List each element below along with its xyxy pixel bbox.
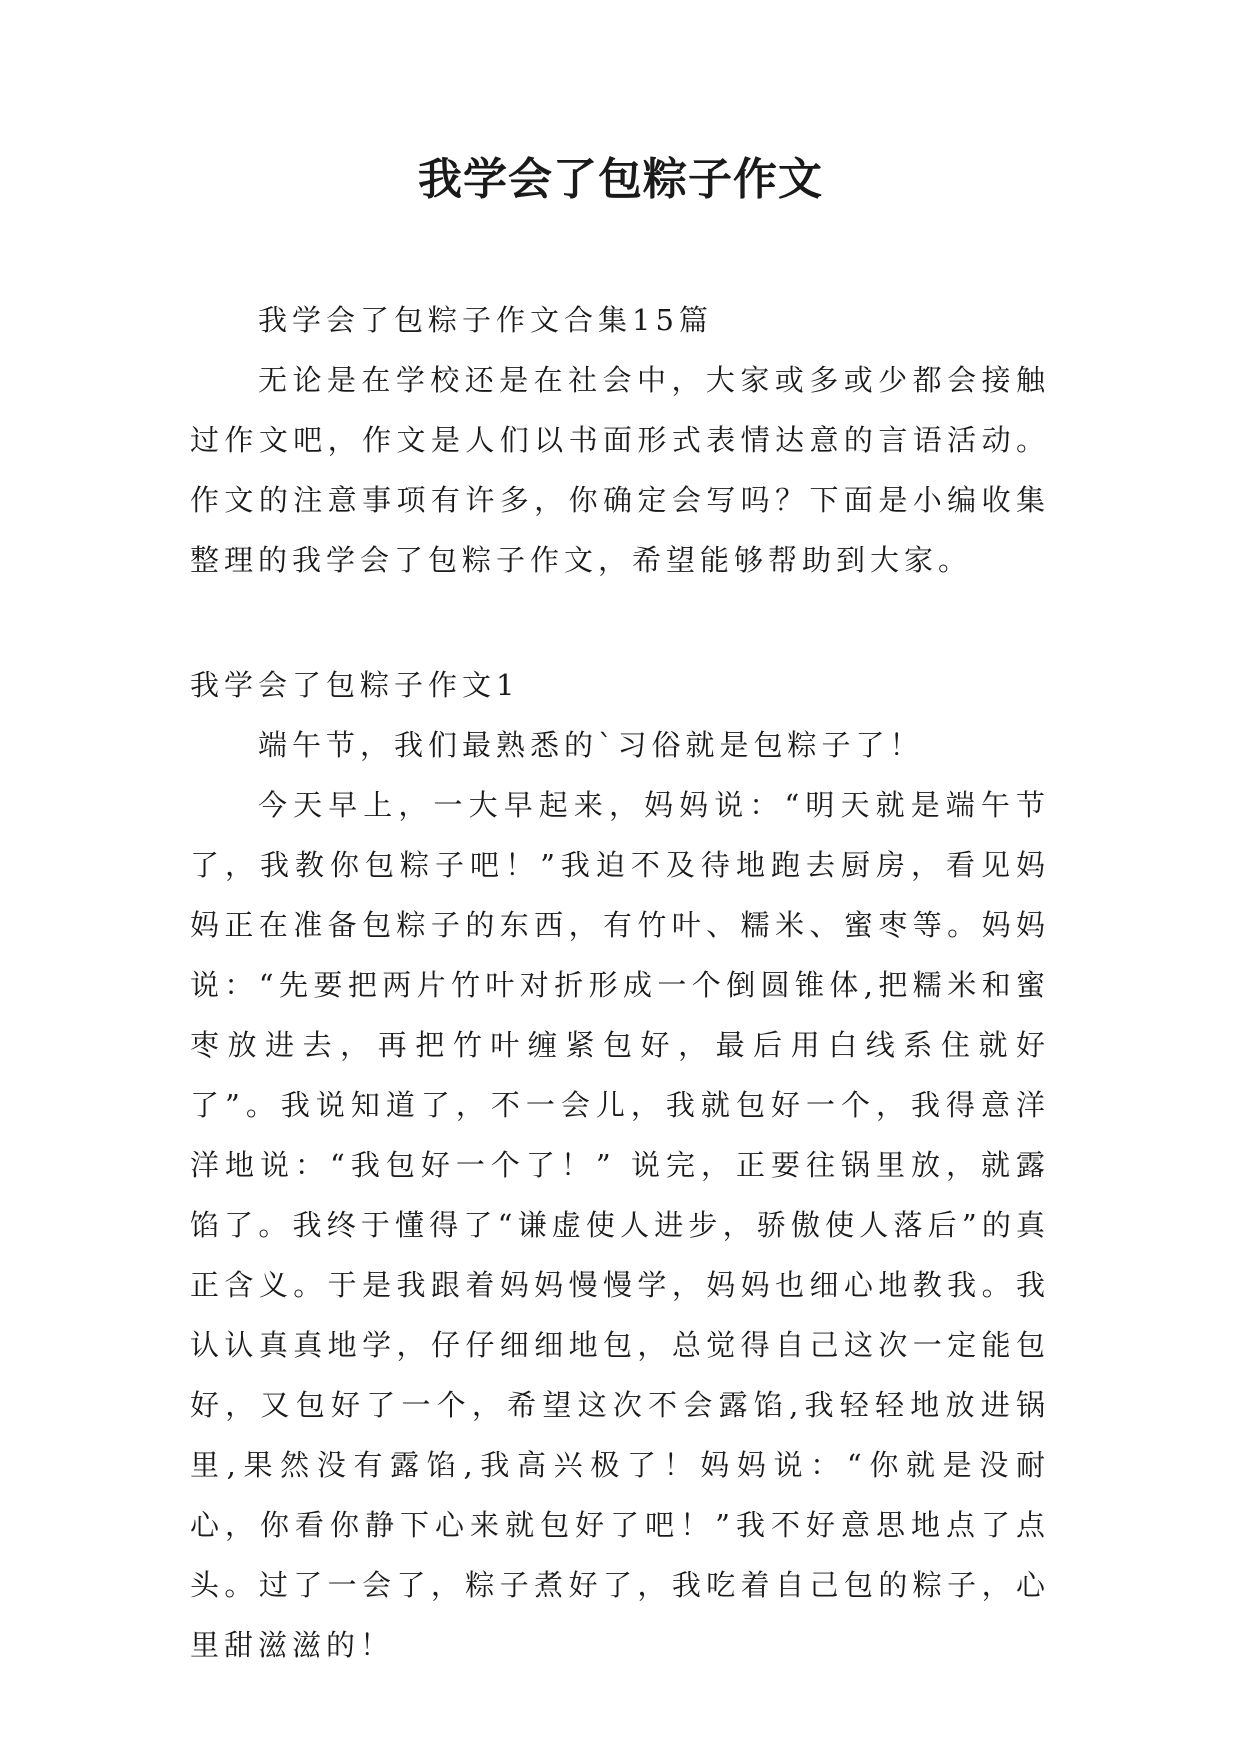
intro-paragraph: 无论是在学校还是在社会中，大家或多或少都会接触过作文吧，作文是人们以书面形式表情达意的言语活动。作文的注意事项有许多，你确定会写吗？下面是小编收集整理的我学会了包粽子作文，希望能够帮助到大家。 — [190, 363, 1050, 577]
essay-paragraph-2: 今天早上，一大早起来，妈妈说：“明天就是端午节了，我教你包粽子吧！”我迫不及待地跑去厨房，看见妈妈正在准备包粽子的东西，有竹叶、糯米、蜜枣等。妈妈说：“先要把两片竹叶对折形成一个倒圆锥体,把糯米和蜜枣放进去，再把竹叶缠紧包好，最后用白线系住就好了”。我说知道了，不一会儿，我就包好一个，我得意洋洋地说：“我包好一个了！” 说完，正要往锅里放，就露馅了。我终于懂得了“谦虚使人进步，骄傲使人落后”的真正含义。于是我跟着妈妈慢慢学，妈妈也细心地教我。我认认真真地学，仔仔细细地包，总觉得自己这次一定能包好，又包好了一个，希望这次不会露馅,我轻轻地放进锅里,果然没有露馅,我高兴极了！妈妈说：“你就是没耐心，你看你静下心来就包好了吧！”我不好意思地点了点头。过了一会了，粽子煮好了，我吃着自己包的粽子，心里甜滋滋的！ — [190, 788, 1050, 1662]
section-spacer — [190, 590, 1050, 655]
document-body — [190, 290, 1050, 1675]
essay-paragraph-1: 端午节，我们最熟悉的`习俗就是包粽子了！ — [258, 728, 924, 762]
section-heading: 我学会了包粽子作文1 — [190, 668, 520, 702]
collection-subtitle: 我学会了包粽子作文合集15篇 — [258, 303, 713, 337]
document-title: 我学会了包粽子作文 — [418, 154, 823, 205]
